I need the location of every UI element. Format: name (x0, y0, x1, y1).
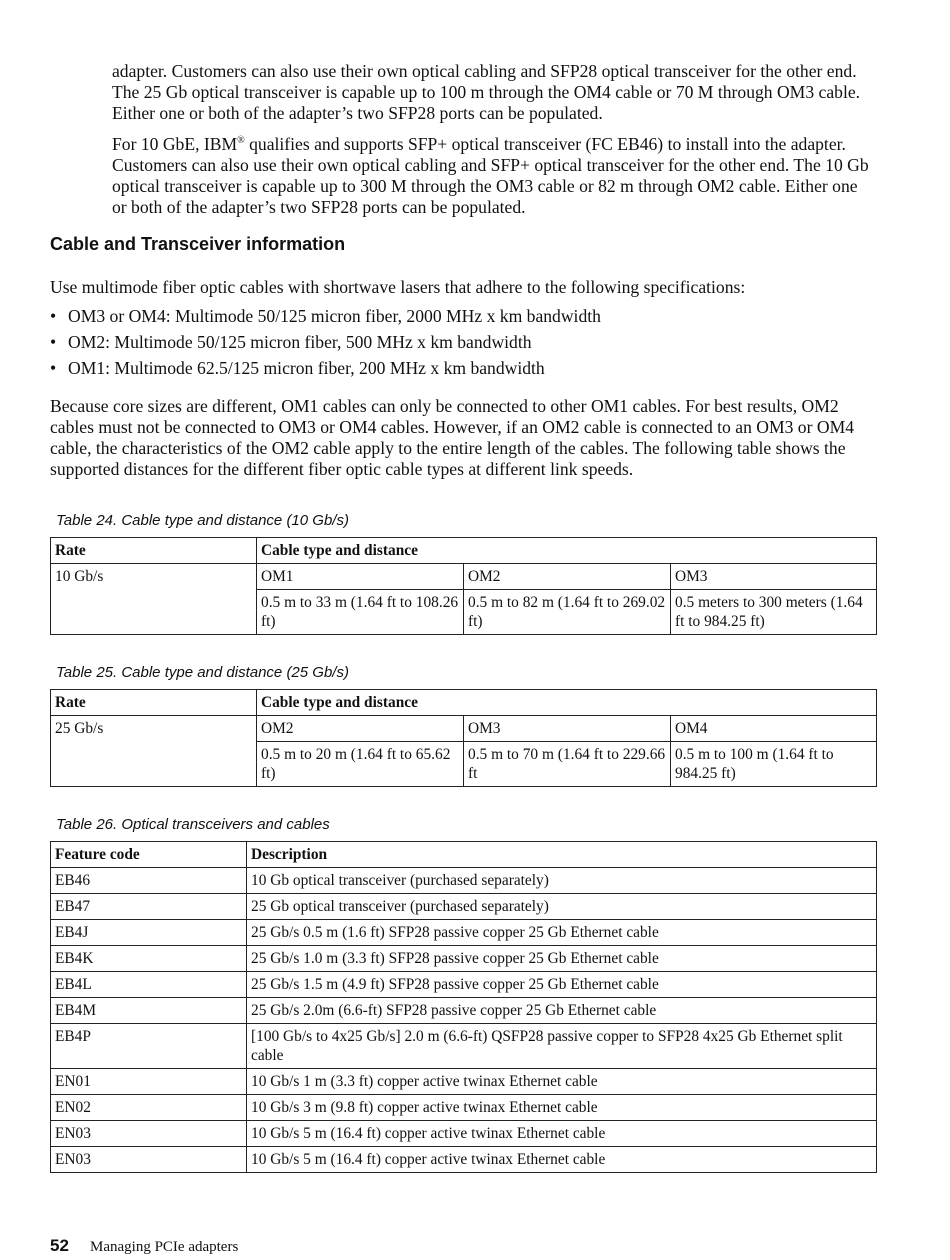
rate-cell: 10 Gb/s (51, 564, 257, 635)
feature-code-cell: EB4P (51, 1024, 247, 1069)
registered-mark: ® (237, 135, 245, 147)
header-rate: Rate (51, 538, 257, 564)
bullet-icon: • (50, 306, 57, 326)
table-row (51, 564, 877, 590)
feature-code-cell: EN03 (51, 1147, 247, 1173)
distance-cell: 0.5 m to 33 m (1.64 ft to 108.26 ft) (257, 590, 464, 635)
distance-cell: 0.5 m to 82 m (1.64 ft to 269.02 ft) (464, 590, 671, 635)
list-item (50, 329, 601, 355)
table-header-row (51, 538, 877, 564)
feature-code-cell: EB4L (51, 972, 247, 998)
feature-code-cell: EB4K (51, 946, 247, 972)
description-cell: [100 Gb/s to 4x25 Gb/s] 2.0 m (6.6-ft) QSFP28 passive copper to SFP28 4x25 Gb Ethernet split cable (247, 1024, 877, 1069)
table-row (51, 716, 877, 742)
list-item (50, 355, 601, 381)
list-item (50, 303, 601, 329)
distance-cell: 0.5 meters to 300 meters (1.64 ft to 984.25 ft) (671, 590, 877, 635)
header-rate: Rate (51, 690, 257, 716)
section-heading: Cable and Transceiver information (50, 234, 346, 254)
cable-type-cell: OM3 (671, 564, 877, 590)
table-26 (50, 841, 877, 1173)
table-row (51, 1069, 877, 1095)
header-description: Description (247, 842, 877, 868)
lead-paragraph: Use multimode fiber optic cables with shortwave lasers that adhere to the following specifications: (50, 277, 746, 297)
description-cell: 10 Gb/s 1 m (3.3 ft) copper active twinax Ethernet cable (247, 1069, 877, 1095)
core-size-paragraph: Because core sizes are different, OM1 cables can only be connected to other OM1 cables. For best results, OM2 cables must not be connected to OM3 or OM4 cables. However, if an OM2 cable is connected to an OM3 or OM4 cable, the characteristics of the OM2 cable apply to the entire length of the cables. The following table shows the supported distances for the different fiber optic cable types at different link speeds. (50, 396, 855, 479)
feature-code-cell: EB4J (51, 920, 247, 946)
header-cable-type: Cable type and distance (257, 690, 877, 716)
description-cell: 10 Gb/s 3 m (9.8 ft) copper active twinax Ethernet cable (247, 1095, 877, 1121)
table-row (51, 920, 877, 946)
table-row (51, 972, 877, 998)
description-cell: 10 Gb/s 5 m (16.4 ft) copper active twinax Ethernet cable (247, 1121, 877, 1147)
description-cell: 25 Gb/s 2.0m (6.6-ft) SFP28 passive copper 25 Gb Ethernet cable (247, 998, 877, 1024)
table-header-row (51, 842, 877, 868)
distance-cell: 0.5 m to 20 m (1.64 ft to 65.62 ft) (257, 742, 464, 787)
feature-code-cell: EB47 (51, 894, 247, 920)
description-cell: 25 Gb/s 0.5 m (1.6 ft) SFP28 passive copper 25 Gb Ethernet cable (247, 920, 877, 946)
list-item-text: OM3 or OM4: Multimode 50/125 micron fiber, 2000 MHz x km bandwidth (68, 306, 601, 326)
list-item-text: OM2: Multimode 50/125 micron fiber, 500 MHz x km bandwidth (68, 332, 532, 352)
table-25 (50, 689, 877, 787)
table-24-caption: Table 24. Cable type and distance (10 Gb/s) (56, 512, 349, 529)
feature-code-cell: EB4M (51, 998, 247, 1024)
bullet-icon: • (50, 332, 57, 352)
bullet-icon: • (50, 358, 57, 378)
cable-type-cell: OM2 (257, 716, 464, 742)
cable-type-cell: OM3 (464, 716, 671, 742)
intro-paragraph-1: adapter. Customers can also use their own optical cabling and SFP28 optical transceiver for the other end. The 25 Gb optical transceiver is capable up to 100 m through the OM4 cable or 70 M through OM3 cable. Either one or both of the adapter’s two SFP28 ports can be populated. (112, 61, 861, 123)
description-cell: 10 Gb/s 5 m (16.4 ft) copper active twinax Ethernet cable (247, 1147, 877, 1173)
description-cell: 10 Gb optical transceiver (purchased separately) (247, 868, 877, 894)
header-feature-code: Feature code (51, 842, 247, 868)
table-25-caption: Table 25. Cable type and distance (25 Gb/s) (56, 664, 349, 681)
cable-type-cell: OM4 (671, 716, 877, 742)
distance-cell: 0.5 m to 100 m (1.64 ft to 984.25 ft) (671, 742, 877, 787)
description-cell: 25 Gb/s 1.0 m (3.3 ft) SFP28 passive copper 25 Gb Ethernet cable (247, 946, 877, 972)
table-24 (50, 537, 877, 635)
page-number: 52 (50, 1236, 69, 1255)
table-row (51, 998, 877, 1024)
distance-cell: 0.5 m to 70 m (1.64 ft to 229.66 ft (464, 742, 671, 787)
table-row (51, 868, 877, 894)
spec-list (50, 303, 601, 381)
feature-code-cell: EN02 (51, 1095, 247, 1121)
table-row (51, 946, 877, 972)
footer-book-title: Managing PCIe adapters (90, 1239, 239, 1255)
intro-p2-start: For 10 GbE, IBM (112, 134, 238, 154)
table-26-caption: Table 26. Optical transceivers and cables (56, 816, 330, 833)
list-item-text: OM1: Multimode 62.5/125 micron fiber, 200 MHz x km bandwidth (68, 358, 545, 378)
cable-type-cell: OM1 (257, 564, 464, 590)
table-row (51, 1121, 877, 1147)
intro-paragraph-2 (112, 134, 872, 218)
description-cell: 25 Gb optical transceiver (purchased separately) (247, 894, 877, 920)
table-row (51, 1024, 877, 1069)
feature-code-cell: EN03 (51, 1121, 247, 1147)
intro-p2-rest: qualifies and supports SFP+ optical transceiver (FC EB46) to install into the adapter. Customers can also use their own optical cabling and SFP+ optical transceiver for the other end. The 10 Gb optical transceiver is capable up to 300 M through the OM3 cable or 82 m through OM2 cable. Either one or both of the adapter’s two SFP28 ports can be populated. (112, 134, 869, 217)
table-row (51, 1095, 877, 1121)
table-row (51, 1147, 877, 1173)
header-cable-type: Cable type and distance (257, 538, 877, 564)
feature-code-cell: EB46 (51, 868, 247, 894)
feature-code-cell: EN01 (51, 1069, 247, 1095)
table-row (51, 894, 877, 920)
table-header-row (51, 690, 877, 716)
cable-type-cell: OM2 (464, 564, 671, 590)
rate-cell: 25 Gb/s (51, 716, 257, 787)
description-cell: 25 Gb/s 1.5 m (4.9 ft) SFP28 passive copper 25 Gb Ethernet cable (247, 972, 877, 998)
